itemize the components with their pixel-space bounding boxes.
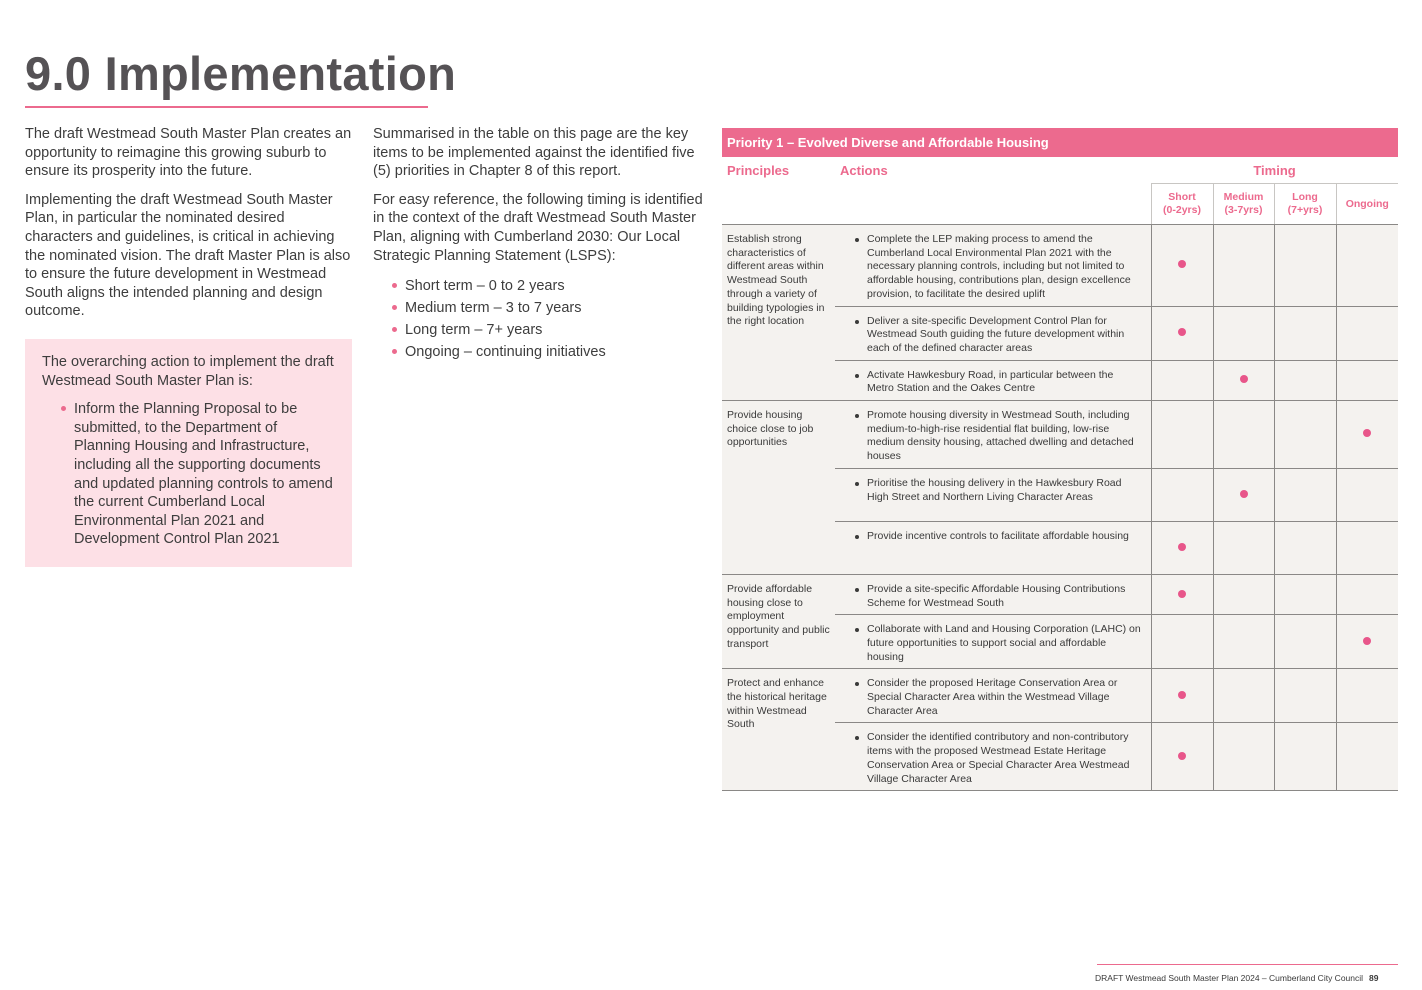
timing-col-medium (1213, 184, 1274, 225)
timing-cell-ongoing (1336, 723, 1398, 791)
table-row (722, 574, 1398, 614)
action-text: Consider the proposed Heritage Conservation Area or Special Character Area within the Westmead Village Character Area (840, 677, 1143, 718)
timing-cell-long (1274, 360, 1336, 400)
timing-dot (1363, 429, 1371, 437)
timing-cell-ongoing (1336, 468, 1398, 521)
page-title: 9.0 Implementation (25, 47, 457, 100)
header-spacer (835, 184, 1151, 225)
table-row (722, 225, 1398, 307)
timing-col-range: (3-7yrs) (1224, 204, 1263, 216)
timing-cell-short (1151, 468, 1213, 521)
action-text: Promote housing diversity in Westmead South, including medium-to-high-rise residential flat building, low-rise medium density housing, attached dwelling and detached houses (840, 409, 1143, 464)
timing-cell-ongoing (1336, 401, 1398, 469)
timing-dot (1363, 637, 1371, 645)
principle-cell: Provide housing choice close to job opportunities (722, 401, 835, 575)
overarching-action-callout (25, 339, 352, 567)
timing-col-short (1151, 184, 1213, 225)
timing-cell-medium (1213, 306, 1274, 360)
timing-terms-list (373, 275, 703, 363)
timing-cell-ongoing (1336, 360, 1398, 400)
table-row (722, 669, 1398, 723)
timing-dot (1240, 375, 1248, 383)
timing-cell-ongoing (1336, 521, 1398, 574)
timing-cell-short (1151, 306, 1213, 360)
action-text: Deliver a site-specific Development Control Plan for Westmead South guiding the future development within each of the defined character areas (840, 315, 1143, 356)
timing-cell-long (1274, 225, 1336, 307)
timing-cell-short (1151, 360, 1213, 400)
timing-cell-medium (1213, 360, 1274, 400)
timing-cell-ongoing (1336, 306, 1398, 360)
timing-dot (1178, 260, 1186, 268)
callout-lead: The overarching action to implement the draft Westmead South Master Plan is: (42, 354, 334, 389)
timing-cell-ongoing (1336, 669, 1398, 723)
timing-cell-long (1274, 574, 1336, 614)
intro-paragraph: Implementing the draft Westmead South Master Plan, in particular the nominated desired characters and guidelines, is critical in achieving the nominated vision. The draft Master Plan is also to ensure the future development in Westmead South aligns the intended planning and design outcome. (25, 191, 351, 320)
timing-cell-ongoing (1336, 225, 1398, 307)
header-spacer (722, 184, 835, 225)
timing-dot (1178, 590, 1186, 598)
timing-header: Timing (1151, 157, 1398, 184)
action-text: Provide incentive controls to facilitate affordable housing (840, 530, 1143, 544)
principles-header: Principles (722, 157, 835, 184)
timing-cell-ongoing (1336, 615, 1398, 669)
timing-cell-short (1151, 521, 1213, 574)
principle-cell: Protect and enhance the historical heritage within Westmead South (722, 669, 835, 791)
title-underline (25, 106, 428, 108)
action-cell (835, 225, 1151, 307)
summary-paragraph: For easy reference, the following timing is identified in the context of the draft Westmead South Master Plan, aligning with Cumberland 2030: Our Local Strategic Planning Statement (LSPS): (373, 191, 703, 264)
footer-rule (1097, 964, 1398, 965)
timing-term-item: Short term – 0 to 2 years (373, 275, 703, 297)
timing-col-long (1274, 184, 1336, 225)
timing-cell-short (1151, 723, 1213, 791)
timing-cell-medium (1213, 669, 1274, 723)
action-cell (835, 574, 1151, 614)
timing-term-item: Ongoing – continuing initiatives (373, 341, 703, 363)
timing-cell-long (1274, 401, 1336, 469)
timing-cell-medium (1213, 401, 1274, 469)
action-text: Complete the LEP making process to amend the Cumberland Local Environmental Plan 2021 with the necessary planning controls, including but not limited to affordable housing, contributions plan, design excellence provision, to facilitate the desired uplift (840, 233, 1143, 302)
timing-dot (1178, 691, 1186, 699)
summary-column (373, 125, 703, 363)
timing-cell-long (1274, 306, 1336, 360)
timing-cell-short (1151, 401, 1213, 469)
page-number: 89 (1369, 973, 1379, 983)
footer-document-title: DRAFT Westmead South Master Plan 2024 – Cumberland City Council (1095, 973, 1364, 983)
timing-cell-medium (1213, 225, 1274, 307)
action-cell (835, 521, 1151, 574)
timing-cell-medium (1213, 615, 1274, 669)
action-cell (835, 468, 1151, 521)
timing-col-ongoing (1336, 184, 1398, 225)
timing-cell-short (1151, 225, 1213, 307)
timing-cell-medium (1213, 723, 1274, 791)
timing-dot (1240, 490, 1248, 498)
principle-cell: Establish strong characteristics of different areas within Westmead South through a variety of building typologies in the right location (722, 225, 835, 401)
timing-term-item: Medium term – 3 to 7 years (373, 297, 703, 319)
action-cell (835, 669, 1151, 723)
callout-bullet-list (42, 400, 336, 549)
timing-dot (1178, 328, 1186, 336)
action-cell (835, 723, 1151, 791)
timing-cell-long (1274, 468, 1336, 521)
timing-cell-medium (1213, 468, 1274, 521)
action-text: Collaborate with Land and Housing Corporation (LAHC) on future opportunities to support social and affordable housing (840, 623, 1143, 664)
summary-paragraph: Summarised in the table on this page are the key items to be implemented against the identified five (5) priorities in Chapter 8 of this report. (373, 126, 695, 180)
callout-bullet: Inform the Planning Proposal to be submitted, to the Department of Planning Housing and Infrastructure, including all the supporting documents and updated planning controls to amend the current Cumberland Local Environmental Plan 2021 and Development Control Plan 2021 (42, 400, 336, 549)
timing-col-label: Long (1292, 191, 1318, 203)
timing-cell-medium (1213, 521, 1274, 574)
timing-cell-short (1151, 615, 1213, 669)
intro-paragraph: The draft Westmead South Master Plan creates an opportunity to reimagine this growing suburb to ensure its prosperity into the future. (25, 126, 352, 180)
timing-cell-short (1151, 574, 1213, 614)
action-cell (835, 615, 1151, 669)
action-cell (835, 360, 1151, 400)
action-cell (835, 401, 1151, 469)
action-text: Consider the identified contributory and non-contributory items with the proposed Westmead Estate Heritage Conservation Area or Special Character Area Westmead Village Character Area (840, 731, 1143, 786)
action-text: Activate Hawkesbury Road, in particular between the Metro Station and the Oakes Centre (840, 369, 1143, 396)
priority-1-table (722, 128, 1398, 791)
timing-col-range: (7+yrs) (1287, 204, 1323, 216)
action-cell (835, 306, 1151, 360)
timing-cell-ongoing (1336, 574, 1398, 614)
timing-cell-long (1274, 669, 1336, 723)
timing-col-range: (0-2yrs) (1163, 204, 1201, 216)
table-row (722, 401, 1398, 469)
timing-cell-long (1274, 615, 1336, 669)
intro-column (25, 125, 355, 331)
timing-col-label: Ongoing (1345, 197, 1389, 210)
priority-banner: Priority 1 – Evolved Diverse and Affordable Housing (722, 128, 1398, 157)
action-text: Provide a site-specific Affordable Housing Contributions Scheme for Westmead South (840, 583, 1143, 610)
page-footer (1095, 973, 1379, 983)
action-text: Prioritise the housing delivery in the Hawkesbury Road High Street and Northern Living Character Areas (840, 477, 1143, 504)
timing-term-item: Long term – 7+ years (373, 319, 703, 341)
actions-header: Actions (835, 157, 1151, 184)
timing-dot (1178, 543, 1186, 551)
timing-cell-long (1274, 521, 1336, 574)
timing-cell-long (1274, 723, 1336, 791)
timing-cell-short (1151, 669, 1213, 723)
timing-dot (1178, 752, 1186, 760)
principle-cell: Provide affordable housing close to employment opportunity and public transport (722, 574, 835, 669)
timing-cell-medium (1213, 574, 1274, 614)
timing-col-label: Short (1168, 191, 1196, 203)
timing-col-label: Medium (1223, 191, 1264, 203)
